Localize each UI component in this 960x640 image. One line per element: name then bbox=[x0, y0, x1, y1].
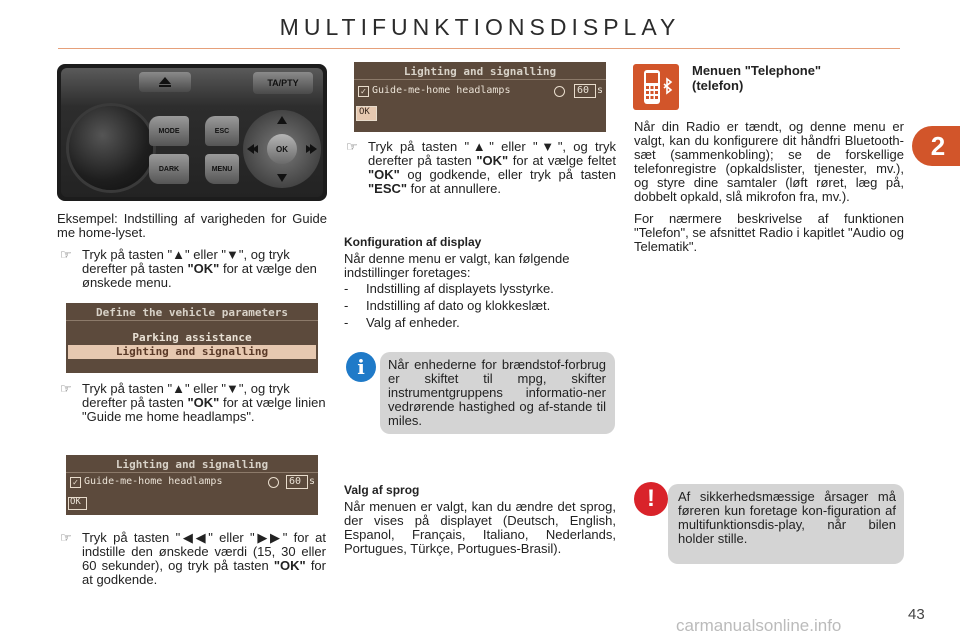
guide-me-home-row[interactable]: Guide-me-home headlamps bbox=[84, 476, 223, 487]
step-3-text-b: " eller " bbox=[208, 530, 255, 545]
dark-button[interactable] bbox=[149, 154, 189, 184]
step-2-text-c: ", og tryk derefter på tasten bbox=[82, 381, 290, 410]
step-2-text-d: for at vælge linien "Guide me home headlamps". bbox=[82, 395, 326, 424]
ok-button[interactable] bbox=[267, 134, 297, 164]
list-item: - Indstilling af displayets lysstyrke. bbox=[344, 281, 554, 296]
ta-pty-label: TA/PTY bbox=[267, 78, 299, 88]
pointing-hand-icon: ☞ bbox=[346, 139, 358, 154]
eject-icon bbox=[139, 72, 191, 92]
step-1-text-d: for at vælge den ønskede menu. bbox=[82, 261, 317, 290]
ok-label: OK bbox=[276, 144, 288, 154]
config-heading: Konfiguration af display bbox=[344, 235, 482, 249]
up-arrow-icon: ▲ bbox=[172, 381, 185, 396]
pointing-hand-icon: ☞ bbox=[60, 247, 72, 262]
dark-label: DARK bbox=[158, 165, 180, 173]
up-arrow-icon: ▲ bbox=[469, 139, 490, 154]
direction-pad[interactable] bbox=[243, 110, 321, 188]
rewind-icon: ◀◀ bbox=[180, 530, 209, 545]
volume-knob[interactable] bbox=[69, 106, 153, 190]
confirm-text-a: Tryk på tasten " bbox=[368, 139, 470, 154]
language-text: Når menuen er valgt, kan du ændre det sprog, der vises på displayet (Deutsch, English, Espanol, Français, Italiano, Nederlands, Portugues, Türkçe, Portugues-Brasil). bbox=[344, 499, 616, 556]
telephone-para-1: Når din Radio er tændt, og denne menu er valgt, kan du konfigurere dit håndfri Bluetooth-sæt (sammenkobling); se de forskellige telefonregistre (opkaldslister, tjenester, mv.), og styre dine samtaler (løft røret, læg på, dobbelt opkald, slå mikrofon fra, mv.). bbox=[634, 119, 904, 204]
confirm-text-c: ", og tryk derefter på tasten bbox=[368, 139, 616, 168]
confirm-text-f: for at annullere. bbox=[407, 181, 502, 196]
ok-field-label: OK bbox=[70, 497, 81, 507]
down-arrow-icon: ▼ bbox=[226, 381, 239, 396]
checkbox-icon[interactable]: ✓ bbox=[358, 86, 369, 97]
page-number: 43 bbox=[908, 606, 925, 623]
chapter-tab: 2 bbox=[912, 126, 960, 166]
info-note-text: Når enhederne for brændstof-forbrug er skiftet til mpg, skifter instrumentgruppens informatio-ner vedrørende hastighed og af-stande til miles. bbox=[388, 357, 606, 428]
duration-value: 60 bbox=[577, 85, 590, 96]
page-title: MULTIFUNKTIONSDISPLAY bbox=[279, 14, 681, 40]
watermark: carmanualsonline.info bbox=[676, 616, 842, 635]
step-2-text-b: " eller " bbox=[185, 381, 227, 396]
down-arrow-icon: ▼ bbox=[226, 247, 239, 262]
list-item: - Indstilling af dato og klokkeslæt. bbox=[344, 298, 551, 313]
pointing-hand-icon: ☞ bbox=[60, 381, 72, 396]
display-screen-vehicle-parameters bbox=[66, 303, 318, 373]
display-screen-lighting-mid bbox=[354, 62, 606, 132]
duration-value: 60 bbox=[289, 476, 302, 487]
down-arrow-icon: ▼ bbox=[537, 139, 558, 154]
fast-forward-icon: ▶▶ bbox=[254, 530, 283, 545]
radio-control-panel bbox=[57, 64, 327, 201]
language-heading: Valg af sprog bbox=[344, 483, 420, 497]
checkbox-icon[interactable]: ✓ bbox=[70, 477, 81, 488]
guide-me-home-row[interactable]: Guide-me-home headlamps bbox=[372, 85, 511, 96]
step-2-text-a: Tryk på tasten " bbox=[82, 381, 173, 396]
confirm-text-e: og godkende, eller tryk på tasten bbox=[399, 167, 616, 182]
telephone-heading: Menuen "Telephone" (telefon) bbox=[692, 63, 822, 93]
phone-icon-tile bbox=[633, 64, 679, 110]
step-3-text-d: for at godkende. bbox=[82, 558, 326, 587]
ok-field-label: "OK" bbox=[368, 167, 400, 182]
warning-note-text: Af sikkerhedsmæssige årsager må føreren kun foretage kon-figuration af multifunktionsdis-play, når bilen holder stille. bbox=[678, 489, 896, 546]
confirm-text-d: for at vælge feltet bbox=[508, 153, 616, 168]
step-3-text-c: " for at indstille den ønskede værdi (15, 30 eller 60 sekunder), og tryk på tasten bbox=[82, 530, 326, 573]
menu-item-parking-assistance[interactable]: Parking assistance bbox=[132, 331, 252, 344]
step-1-text-b: " eller " bbox=[185, 247, 227, 262]
info-icon: i bbox=[346, 352, 376, 382]
menu-button[interactable] bbox=[205, 154, 239, 184]
eject-button[interactable] bbox=[139, 72, 191, 92]
step-1-text-a: Tryk på tasten " bbox=[82, 247, 173, 262]
ta-pty-button[interactable] bbox=[253, 72, 313, 94]
esc-label: ESC bbox=[214, 127, 230, 135]
config-list bbox=[344, 280, 616, 331]
example-text: Eksempel: Indstilling af varigheden for Guide me home-lyset. bbox=[57, 211, 327, 240]
bluetooth-icon bbox=[664, 79, 671, 93]
ok-key-label: "OK" bbox=[273, 558, 306, 573]
screen-title: Lighting and signalling bbox=[403, 65, 557, 78]
menu-label: MENU bbox=[211, 165, 233, 173]
menu-item-lighting-and-signalling: Lighting and signalling bbox=[115, 345, 269, 358]
duration-unit: s bbox=[597, 85, 604, 96]
step-3-text-a: Tryk på tasten " bbox=[82, 530, 181, 545]
mode-label: MODE bbox=[158, 127, 180, 135]
list-item: - Valg af enheder. bbox=[344, 315, 460, 330]
up-arrow-icon: ▲ bbox=[172, 247, 185, 262]
title-divider bbox=[58, 48, 900, 49]
esc-key-label: "ESC" bbox=[368, 181, 408, 196]
step-1-text-c: ", og tryk derefter på tasten bbox=[82, 247, 290, 276]
ok-key-label: "OK" bbox=[187, 395, 220, 410]
display-screen-lighting-left bbox=[66, 455, 318, 515]
telephone-para-2: For nærmere beskrivelse af funktionen "Telefon", se afsnittet Radio i kapitlet "Audio og Telematik". bbox=[634, 211, 904, 254]
timer-icon bbox=[268, 477, 279, 488]
ok-key-label: "OK" bbox=[476, 153, 509, 168]
ok-field-label: OK bbox=[359, 107, 370, 117]
ok-key-label: "OK" bbox=[187, 261, 220, 276]
mode-button[interactable] bbox=[149, 116, 189, 146]
screen-title: Lighting and signalling bbox=[115, 458, 269, 471]
warning-icon: ! bbox=[634, 482, 668, 516]
confirm-text-b: " eller " bbox=[489, 139, 538, 154]
config-intro: Når denne menu er valgt, kan følgende indstillinger foretages: bbox=[344, 251, 570, 280]
timer-icon bbox=[554, 86, 565, 97]
esc-button[interactable] bbox=[205, 116, 239, 146]
duration-unit: s bbox=[309, 476, 316, 487]
mobile-phone-icon bbox=[633, 64, 679, 110]
pointing-hand-icon: ☞ bbox=[60, 530, 72, 545]
screen-title: Define the vehicle parameters bbox=[95, 306, 289, 319]
